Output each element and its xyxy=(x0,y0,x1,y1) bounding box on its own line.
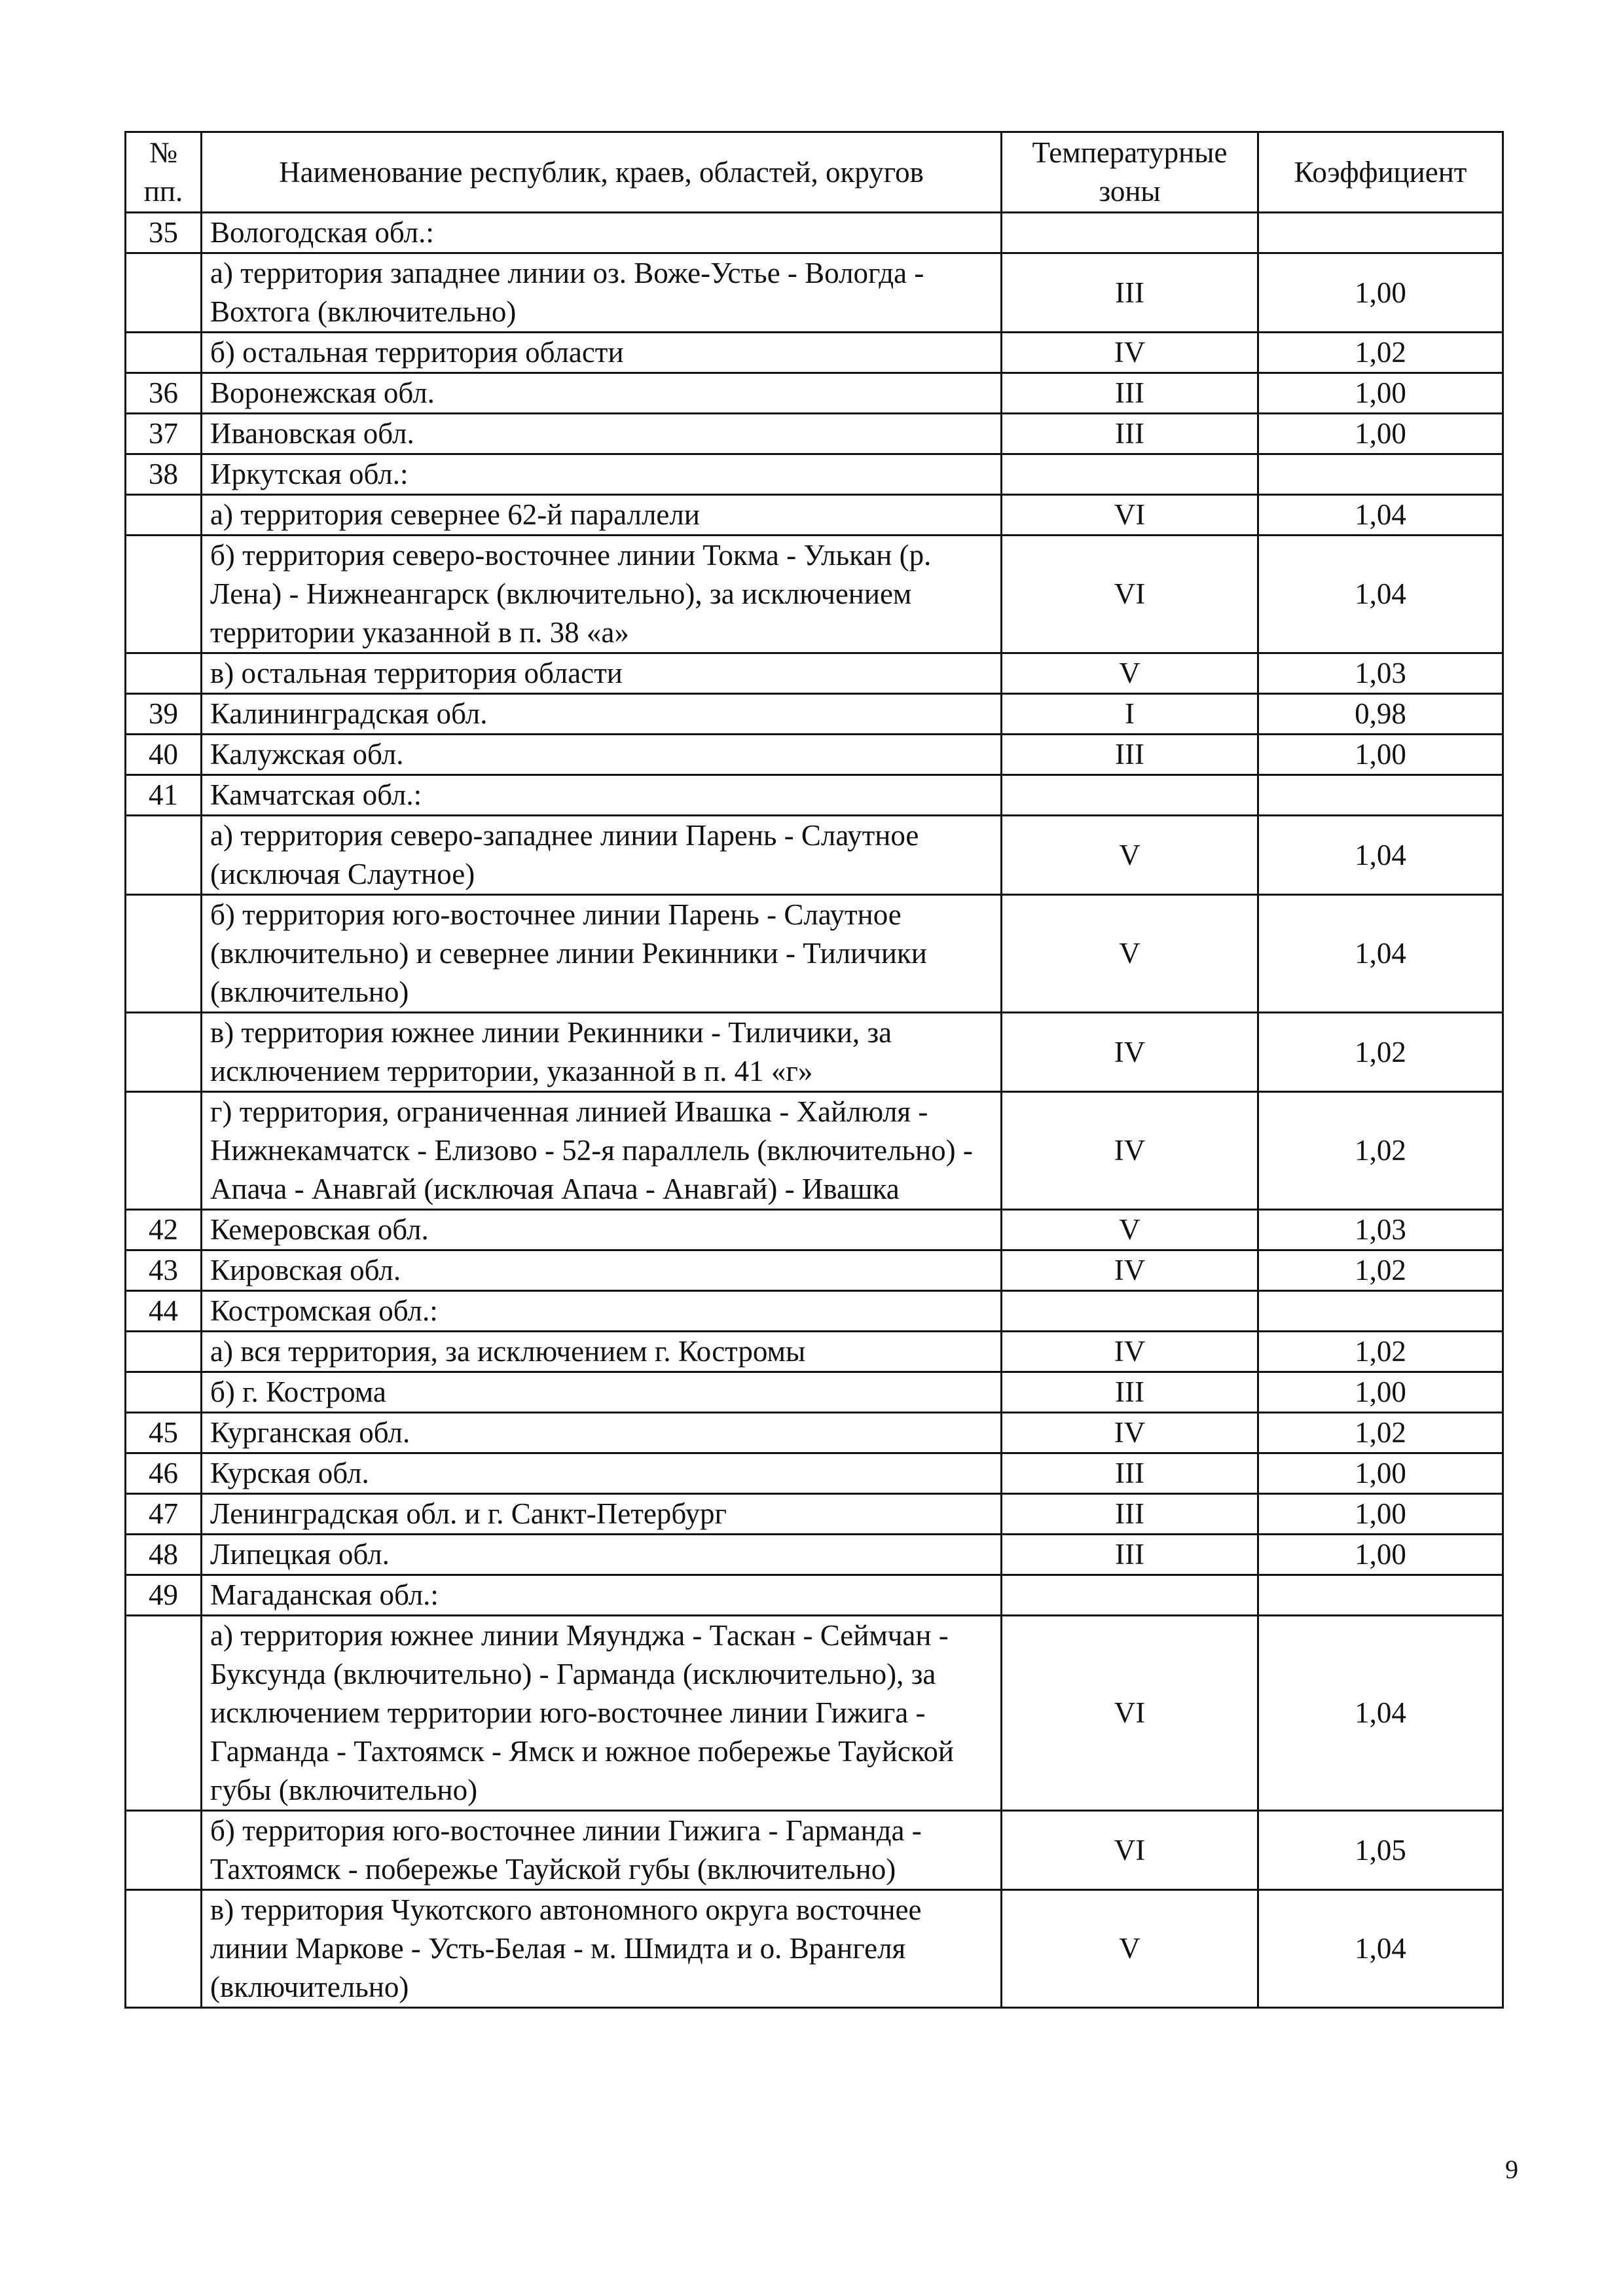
row-coef: 1,04 xyxy=(1258,495,1503,536)
row-coef: 1,02 xyxy=(1258,333,1503,373)
table-row xyxy=(126,1250,1503,1291)
table-row xyxy=(126,373,1503,414)
table-row xyxy=(126,1332,1503,1372)
row-name: Калининградская обл. xyxy=(202,694,1002,735)
table-row xyxy=(126,1013,1503,1092)
row-name: Кировская обл. xyxy=(202,1250,1002,1291)
table-row xyxy=(126,1453,1503,1494)
row-coef xyxy=(1258,775,1503,816)
table-row xyxy=(126,816,1503,895)
row-zone xyxy=(1002,454,1258,495)
row-zone: III xyxy=(1002,1453,1258,1494)
header-num: № пп. xyxy=(126,132,202,213)
row-num: 43 xyxy=(126,1250,202,1291)
table-row xyxy=(126,1535,1503,1575)
row-num: 36 xyxy=(126,373,202,414)
header-zone: Температурные зоны xyxy=(1002,132,1258,213)
row-coef: 1,00 xyxy=(1258,1453,1503,1494)
row-name: Вологодская обл.: xyxy=(202,213,1002,253)
row-coef: 1,00 xyxy=(1258,1535,1503,1575)
row-coef: 1,02 xyxy=(1258,1013,1503,1092)
row-zone xyxy=(1002,1291,1258,1332)
row-coef: 1,00 xyxy=(1258,1494,1503,1535)
row-num: 41 xyxy=(126,775,202,816)
row-zone: VI xyxy=(1002,536,1258,653)
row-name: Курганская обл. xyxy=(202,1413,1002,1453)
row-name: в) территория южнее линии Рекинники - Тиличики, за исключением территории, указанной в п. 41 «г» xyxy=(202,1013,1002,1092)
row-name: Курская обл. xyxy=(202,1453,1002,1494)
header-name: Наименование республик, краев, областей, округов xyxy=(202,132,1002,213)
table-row xyxy=(126,1616,1503,1811)
row-name: Магаданская обл.: xyxy=(202,1575,1002,1616)
row-name: Костромская обл.: xyxy=(202,1291,1002,1332)
row-name: в) территория Чукотского автономного округа восточнее линии Маркове - Усть-Белая - м. Шмидта и о. Врангеля (включительно) xyxy=(202,1890,1002,2008)
row-zone: IV xyxy=(1002,333,1258,373)
row-coef: 1,02 xyxy=(1258,1332,1503,1372)
table-row xyxy=(126,536,1503,653)
row-coef: 1,00 xyxy=(1258,735,1503,775)
table-row xyxy=(126,1372,1503,1413)
row-name: Калужская обл. xyxy=(202,735,1002,775)
table-row xyxy=(126,1092,1503,1210)
row-num: 38 xyxy=(126,454,202,495)
row-name: Воронежская обл. xyxy=(202,373,1002,414)
row-coef: 1,00 xyxy=(1258,253,1503,333)
row-name: Ивановская обл. xyxy=(202,414,1002,454)
table-row xyxy=(126,1413,1503,1453)
row-num xyxy=(126,536,202,653)
row-num xyxy=(126,1013,202,1092)
row-num: 42 xyxy=(126,1210,202,1250)
row-num: 40 xyxy=(126,735,202,775)
row-name: Камчатская обл.: xyxy=(202,775,1002,816)
table-row xyxy=(126,213,1503,253)
row-coef xyxy=(1258,454,1503,495)
row-coef: 1,03 xyxy=(1258,1210,1503,1250)
row-coef: 1,02 xyxy=(1258,1250,1503,1291)
row-name: а) территория севернее 62-й параллели xyxy=(202,495,1002,536)
table-row xyxy=(126,1494,1503,1535)
row-num: 45 xyxy=(126,1413,202,1453)
row-num: 47 xyxy=(126,1494,202,1535)
row-zone: V xyxy=(1002,1890,1258,2008)
table-row xyxy=(126,495,1503,536)
table-row xyxy=(126,653,1503,694)
row-num xyxy=(126,333,202,373)
row-num: 39 xyxy=(126,694,202,735)
row-zone: IV xyxy=(1002,1092,1258,1210)
row-zone: III xyxy=(1002,1372,1258,1413)
row-num: 44 xyxy=(126,1291,202,1332)
row-num: 48 xyxy=(126,1535,202,1575)
row-name: б) территория юго-восточнее линии Гижига - Гарманда - Тахтоямск - побережье Тауйской губы (включительно) xyxy=(202,1811,1002,1890)
row-zone: IV xyxy=(1002,1413,1258,1453)
row-coef xyxy=(1258,213,1503,253)
table-row xyxy=(126,775,1503,816)
row-name: Кемеровская обл. xyxy=(202,1210,1002,1250)
row-num: 46 xyxy=(126,1453,202,1494)
row-num xyxy=(126,1811,202,1890)
row-coef xyxy=(1258,1291,1503,1332)
row-zone: V xyxy=(1002,1210,1258,1250)
row-num: 37 xyxy=(126,414,202,454)
row-coef: 1,00 xyxy=(1258,414,1503,454)
row-num xyxy=(126,495,202,536)
row-zone: III xyxy=(1002,1494,1258,1535)
table-row xyxy=(126,1291,1503,1332)
row-name: б) г. Кострома xyxy=(202,1372,1002,1413)
page-number: 9 xyxy=(1505,2155,1518,2184)
row-coef: 1,04 xyxy=(1258,1616,1503,1811)
table-row xyxy=(126,694,1503,735)
row-num: 49 xyxy=(126,1575,202,1616)
row-zone: V xyxy=(1002,895,1258,1013)
table-row xyxy=(126,895,1503,1013)
row-zone: III xyxy=(1002,373,1258,414)
row-name: а) территория западнее линии оз. Воже-Устье - Вологда - Вохтога (включительно) xyxy=(202,253,1002,333)
row-name: Иркутская обл.: xyxy=(202,454,1002,495)
table-row xyxy=(126,1811,1503,1890)
row-coef: 1,05 xyxy=(1258,1811,1503,1890)
header-coef: Коэффициент xyxy=(1258,132,1503,213)
row-zone: IV xyxy=(1002,1332,1258,1372)
row-zone xyxy=(1002,1575,1258,1616)
row-name: б) остальная территория области xyxy=(202,333,1002,373)
row-num xyxy=(126,1890,202,2008)
row-num xyxy=(126,1616,202,1811)
row-name: Липецкая обл. xyxy=(202,1535,1002,1575)
table-row xyxy=(126,333,1503,373)
coefficient-table xyxy=(124,131,1504,2009)
row-num xyxy=(126,895,202,1013)
row-num xyxy=(126,1092,202,1210)
row-num xyxy=(126,653,202,694)
row-coef: 1,02 xyxy=(1258,1413,1503,1453)
table-row xyxy=(126,454,1503,495)
row-coef: 1,02 xyxy=(1258,1092,1503,1210)
row-num: 35 xyxy=(126,213,202,253)
row-zone: V xyxy=(1002,653,1258,694)
row-num xyxy=(126,253,202,333)
row-zone: III xyxy=(1002,1535,1258,1575)
row-coef: 1,04 xyxy=(1258,895,1503,1013)
row-zone xyxy=(1002,775,1258,816)
table-header-row xyxy=(126,132,1503,213)
row-coef xyxy=(1258,1575,1503,1616)
row-coef: 0,98 xyxy=(1258,694,1503,735)
row-num xyxy=(126,1332,202,1372)
row-zone: IV xyxy=(1002,1250,1258,1291)
table-row xyxy=(126,735,1503,775)
row-coef: 1,04 xyxy=(1258,536,1503,653)
table-row xyxy=(126,253,1503,333)
row-num xyxy=(126,1372,202,1413)
row-coef: 1,04 xyxy=(1258,1890,1503,2008)
row-coef: 1,04 xyxy=(1258,816,1503,895)
row-name: б) территория северо-восточнее линии Токма - Улькан (р. Лена) - Нижнеангарск (включительно), за исключением территории указанной в п. 38 «а» xyxy=(202,536,1002,653)
table-row xyxy=(126,414,1503,454)
row-name: г) территория, ограниченная линией Ивашка - Хайлюля - Нижнекамчатск - Елизово - 52-я параллель (включительно) - Апача - Анавгай (исключая Апача - Анавгай) - Ивашка xyxy=(202,1092,1002,1210)
row-coef: 1,00 xyxy=(1258,373,1503,414)
row-zone xyxy=(1002,213,1258,253)
row-coef: 1,00 xyxy=(1258,1372,1503,1413)
row-name: в) остальная территория области xyxy=(202,653,1002,694)
table-row xyxy=(126,1210,1503,1250)
row-num xyxy=(126,816,202,895)
table-row xyxy=(126,1890,1503,2008)
row-zone: V xyxy=(1002,816,1258,895)
row-name: а) территория северо-западнее линии Парень - Слаутное (исключая Слаутное) xyxy=(202,816,1002,895)
row-name: а) вся территория, за исключением г. Костромы xyxy=(202,1332,1002,1372)
row-zone: IV xyxy=(1002,1013,1258,1092)
row-zone: VI xyxy=(1002,1616,1258,1811)
row-zone: III xyxy=(1002,414,1258,454)
row-zone: I xyxy=(1002,694,1258,735)
table-row xyxy=(126,1575,1503,1616)
row-zone: VI xyxy=(1002,1811,1258,1890)
row-coef: 1,03 xyxy=(1258,653,1503,694)
row-zone: VI xyxy=(1002,495,1258,536)
row-name: а) территория южнее линии Мяунджа - Таскан - Сеймчан - Буксунда (включительно) - Гарманда (исключительно), за исключением территории юго-восточнее линии Гижига - Гарманда - Тахтоямск - Ямск и южное побережье Тауйской губы (включительно) xyxy=(202,1616,1002,1811)
row-name: б) территория юго-восточнее линии Парень - Слаутное (включительно) и севернее линии Рекинники - Тиличики (включительно) xyxy=(202,895,1002,1013)
row-name: Ленинградская обл. и г. Санкт-Петербург xyxy=(202,1494,1002,1535)
row-zone: III xyxy=(1002,735,1258,775)
row-zone: III xyxy=(1002,253,1258,333)
